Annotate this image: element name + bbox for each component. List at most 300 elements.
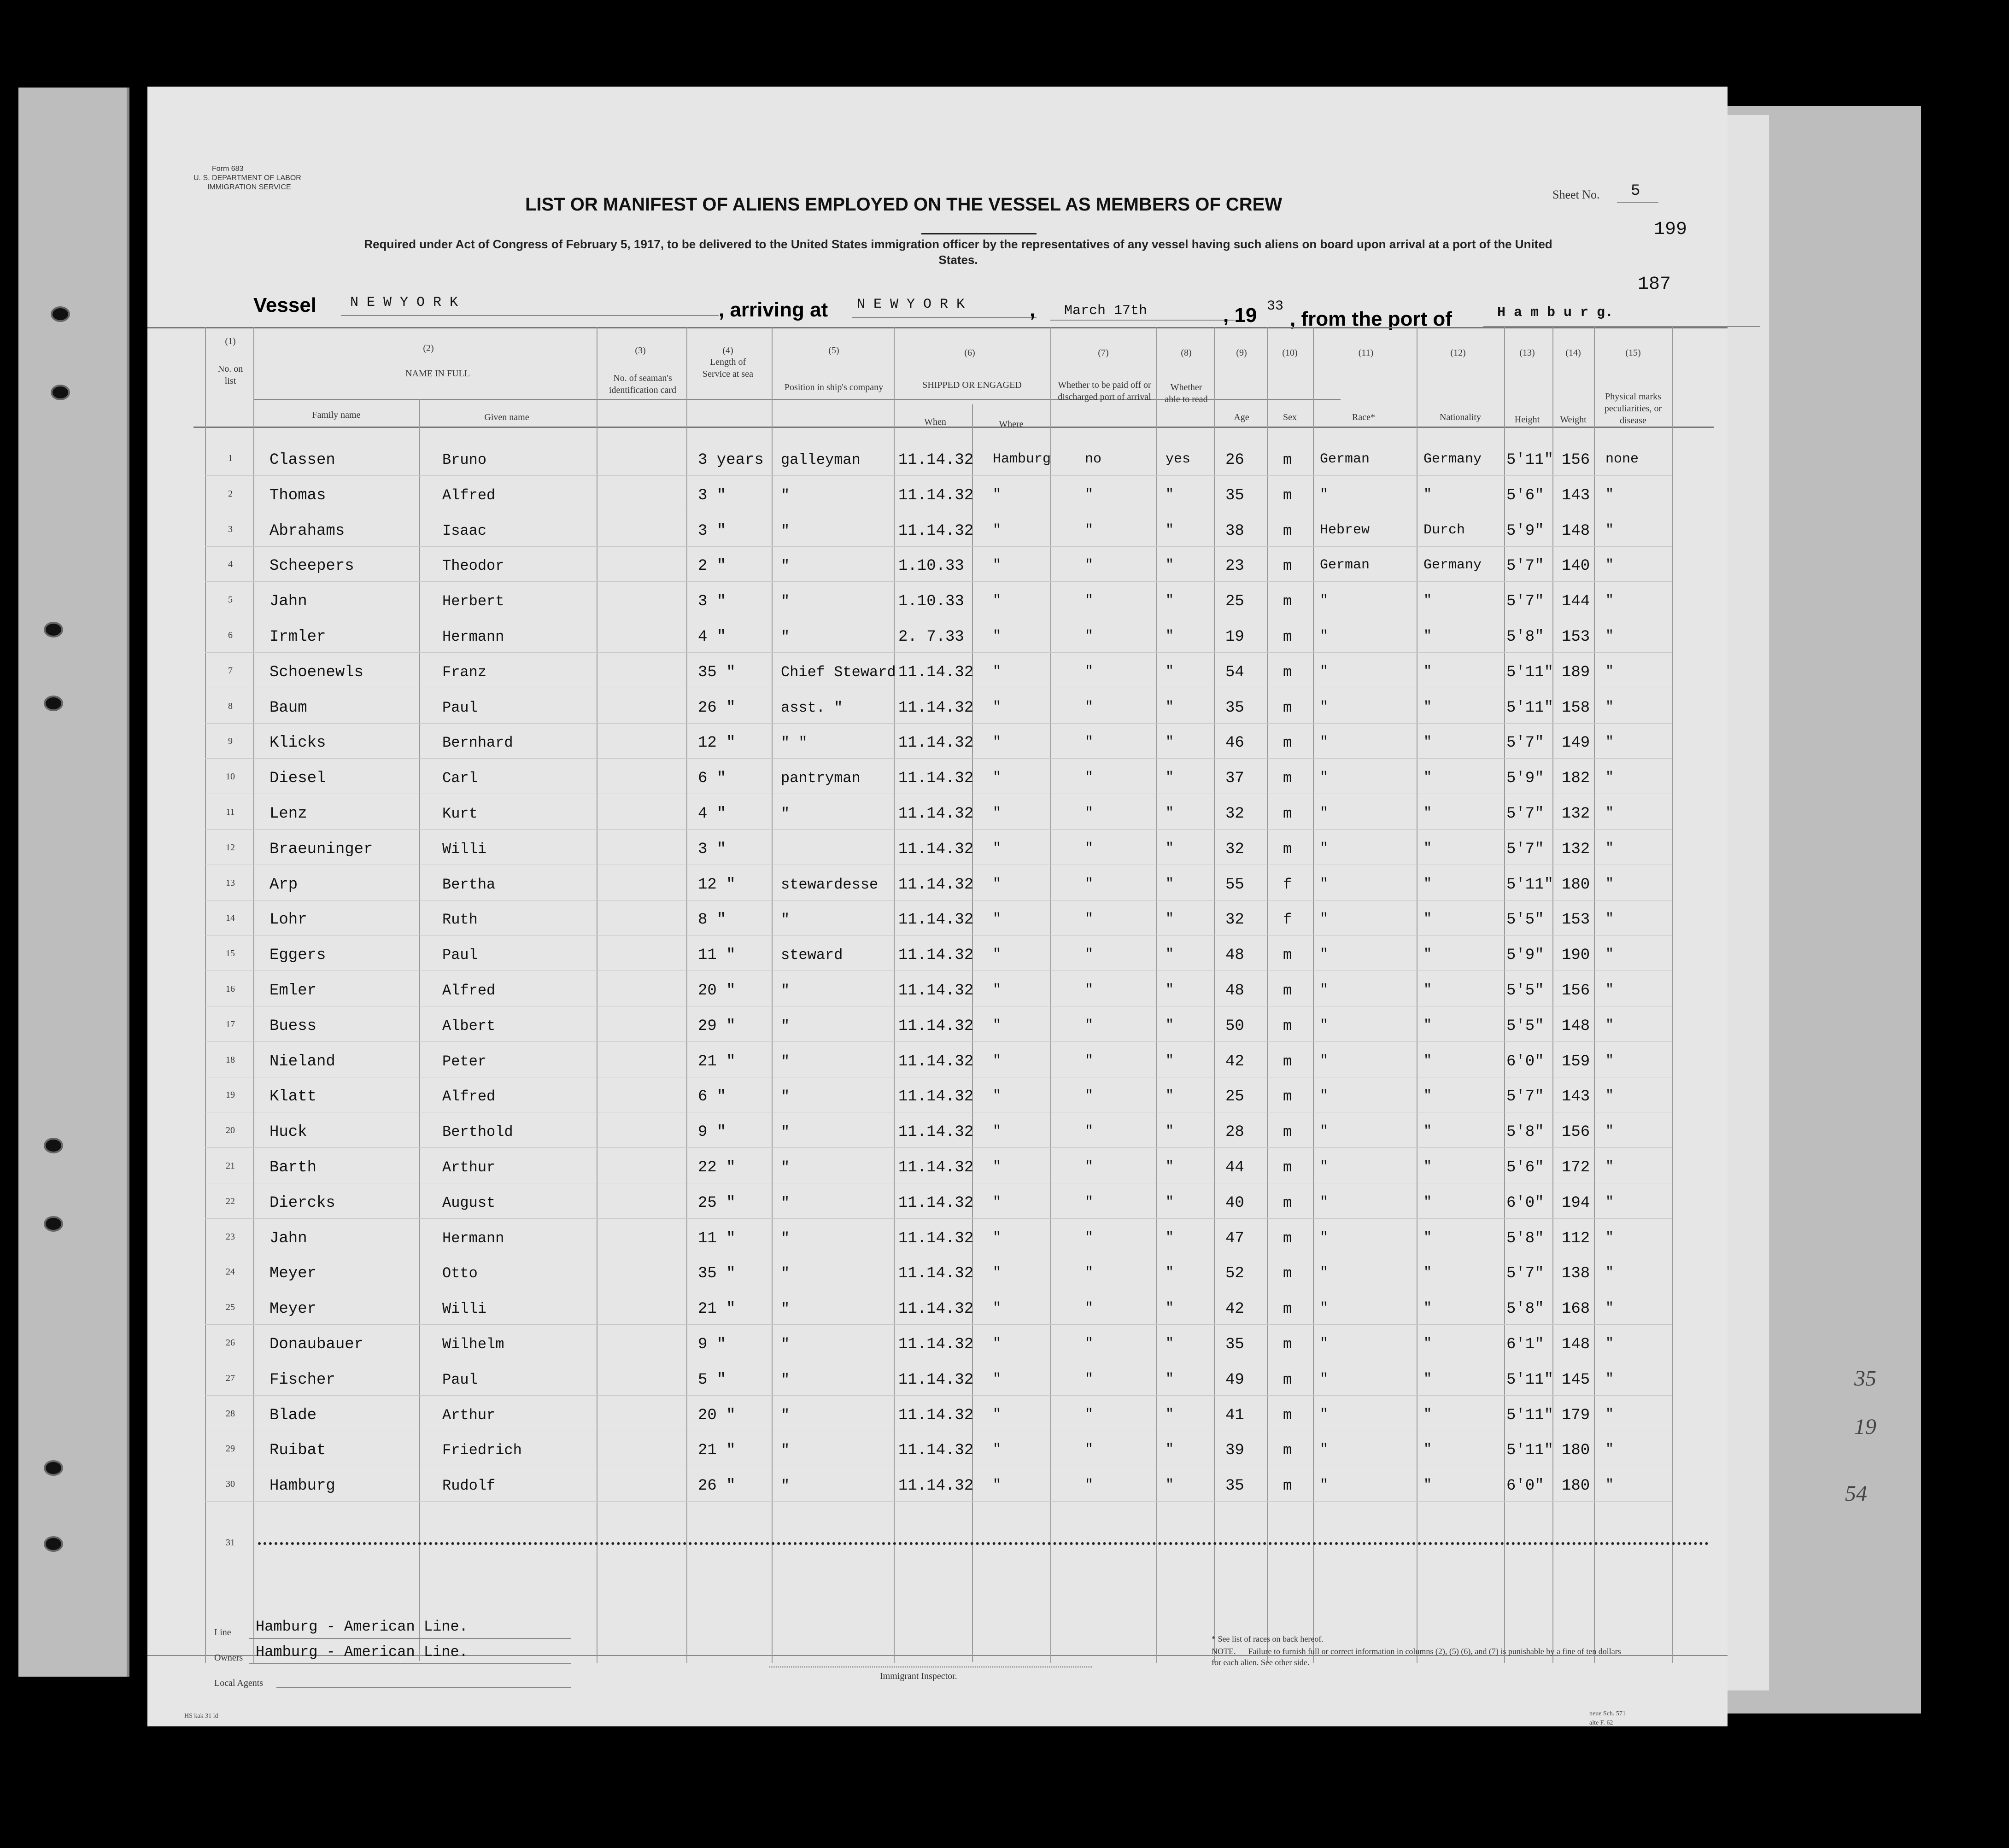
length-of-service-cell: 35 " (698, 664, 736, 681)
family-name-cell: Lenz (269, 805, 307, 823)
manifest-title: LIST OR MANIFEST OF ALIENS EMPLOYED ON THE VESSEL AS MEMBERS OF CREW (525, 194, 1283, 215)
local-agents-label: Local Agents (214, 1678, 264, 1688)
arriving-rule (852, 317, 1037, 318)
age-cell: 52 (1225, 1265, 1244, 1282)
able-to-read-cell: " (1166, 664, 1174, 679)
race-cell: " (1320, 876, 1329, 892)
physical-marks-cell: " (1605, 1053, 1614, 1069)
margin-note: 19 (1854, 1415, 1876, 1439)
age-cell: 25 (1225, 1088, 1244, 1105)
print-code-left: HS kak 31 ld (184, 1713, 218, 1719)
shipped-when-cell: 11.14.32 (898, 841, 974, 858)
able-to-read-cell: " (1166, 487, 1174, 503)
sex-cell: m (1283, 1159, 1292, 1176)
margin-note: 54 (1845, 1481, 1867, 1506)
nationality-cell: " (1423, 1265, 1432, 1281)
nationality-cell: " (1423, 1371, 1432, 1387)
col-number-13: (13) (1519, 348, 1535, 358)
length-of-service-cell: 9 " (698, 1123, 726, 1141)
shipped-where-cell: " (993, 1477, 1002, 1493)
race-cell: " (1320, 1159, 1329, 1175)
row-number: 9 (228, 736, 233, 746)
nationality-cell: " (1423, 911, 1432, 927)
print-code-right-2: alte F. 62 (1589, 1719, 1613, 1726)
row-number: 10 (226, 772, 235, 782)
department-label: U. S. DEPARTMENT OF LABOR (193, 174, 301, 182)
able-to-read-cell: " (1166, 1159, 1174, 1175)
shipped-when-cell: 11.14.32 (898, 1230, 974, 1247)
weight-cell: 132 (1562, 805, 1590, 823)
paid-off-cell: " (1085, 947, 1094, 962)
weight-cell: 156 (1562, 451, 1590, 469)
header-when: When (924, 417, 946, 427)
able-to-read-cell: " (1166, 1018, 1174, 1033)
sex-cell: m (1283, 982, 1292, 999)
age-cell: 40 (1225, 1194, 1244, 1212)
race-cell: " (1320, 699, 1329, 715)
given-name-cell: Theodor (442, 557, 504, 574)
sex-cell: m (1283, 1300, 1292, 1317)
physical-marks-cell: " (1605, 770, 1614, 785)
given-name-cell: Rudolf (442, 1477, 496, 1494)
arriving-port: N E W Y O R K (857, 297, 965, 312)
sex-cell: m (1283, 699, 1292, 716)
row-rule (205, 1041, 1672, 1042)
height-cell: 5'8" (1506, 1300, 1544, 1318)
shipped-where-cell: " (993, 876, 1002, 892)
race-cell: " (1320, 1336, 1329, 1351)
length-of-service-cell: 3 " (698, 841, 726, 858)
length-of-service-cell: 4 " (698, 805, 726, 823)
able-to-read-cell: " (1166, 1194, 1174, 1210)
age-cell: 48 (1225, 947, 1244, 964)
nationality-cell: Germany (1423, 451, 1482, 467)
length-of-service-cell: 29 " (698, 1018, 736, 1035)
row-number: 29 (226, 1444, 235, 1454)
shipped-where-cell: " (993, 1371, 1002, 1387)
able-to-read-cell: " (1166, 911, 1174, 927)
header-physical-marks: Physical marks peculiarities, or disease (1604, 392, 1662, 426)
height-cell: 6'1" (1506, 1336, 1544, 1353)
col-number-15: (15) (1625, 348, 1641, 358)
height-cell: 5'7" (1506, 1088, 1544, 1105)
given-name-cell: Arthur (442, 1407, 496, 1424)
height-cell: 5'5" (1506, 911, 1544, 929)
shipped-when-cell: 1.10.33 (898, 593, 964, 610)
sex-cell: m (1283, 593, 1292, 610)
vessel-label: Vessel (253, 294, 317, 316)
given-name-cell: Berthold (442, 1123, 513, 1140)
nationality-cell: " (1423, 1442, 1432, 1457)
physical-marks-cell: " (1605, 628, 1614, 644)
sex-cell: m (1283, 451, 1292, 468)
nationality-cell: " (1423, 664, 1432, 679)
shipped-when-cell: 11.14.32 (898, 734, 974, 752)
nationality-cell: " (1423, 982, 1432, 998)
given-name-cell: Arthur (442, 1159, 496, 1176)
paid-off-cell: " (1085, 1159, 1094, 1175)
nationality-cell: " (1423, 487, 1432, 503)
row-number: 16 (226, 984, 235, 994)
race-cell: Hebrew (1320, 522, 1370, 538)
position-cell: " (781, 522, 790, 539)
race-cell: " (1320, 1265, 1329, 1281)
physical-marks-cell: " (1605, 1230, 1614, 1246)
family-name-cell: Emler (269, 982, 317, 1000)
weight-cell: 148 (1562, 1336, 1590, 1353)
paid-off-cell: " (1085, 1018, 1094, 1033)
family-name-cell: Abrahams (269, 522, 345, 540)
shipped-where-cell: " (993, 1088, 1002, 1104)
paid-off-cell: " (1085, 911, 1094, 927)
col-divider (1156, 327, 1157, 1663)
race-cell: " (1320, 664, 1329, 679)
sex-cell: m (1283, 1053, 1292, 1070)
weight-cell: 172 (1562, 1159, 1590, 1176)
col-divider (419, 399, 420, 1661)
family-name-cell: Irmler (269, 628, 326, 646)
age-cell: 35 (1225, 1336, 1244, 1353)
shipped-where-cell: " (993, 1018, 1002, 1033)
position-cell: " (781, 628, 790, 645)
given-name-cell: Paul (442, 699, 478, 716)
row-number: 7 (228, 666, 233, 676)
race-cell: " (1320, 1407, 1329, 1422)
height-cell: 5'11" (1506, 664, 1554, 681)
paid-off-cell: " (1085, 1336, 1094, 1351)
row-number: 14 (226, 913, 235, 923)
sex-cell: m (1283, 1371, 1292, 1388)
shipped-where-cell: " (993, 628, 1002, 644)
paid-off-cell: " (1085, 982, 1094, 998)
position-cell: " (781, 805, 790, 822)
row-number: 23 (226, 1232, 235, 1242)
race-cell: " (1320, 805, 1329, 821)
length-of-service-cell: 6 " (698, 1088, 726, 1105)
able-to-read-cell: " (1166, 876, 1174, 892)
family-name-cell: Lohr (269, 911, 307, 929)
able-to-read-cell: " (1166, 982, 1174, 998)
position-cell: " (781, 1088, 790, 1105)
race-cell: " (1320, 841, 1329, 856)
row-number: 3 (228, 524, 233, 534)
shipped-when-cell: 11.14.32 (898, 522, 974, 540)
col-divider (772, 327, 773, 1663)
length-of-service-cell: 4 " (698, 628, 726, 646)
col-divider (1504, 327, 1505, 1663)
able-to-read-cell: " (1166, 1407, 1174, 1422)
height-cell: 5'7" (1506, 734, 1544, 752)
length-of-service-cell: 6 " (698, 770, 726, 787)
given-name-cell: Albert (442, 1018, 496, 1035)
page-stamp-second: 187 (1638, 274, 1671, 295)
shipped-where-cell: " (993, 487, 1002, 503)
shipped-when-cell: 11.14.32 (898, 1053, 974, 1070)
paid-off-cell: " (1085, 1088, 1094, 1104)
nationality-cell: " (1423, 770, 1432, 785)
position-cell: " (781, 1371, 790, 1388)
shipped-where-cell: " (993, 734, 1002, 750)
physical-marks-cell: " (1605, 1123, 1614, 1139)
weight-cell: 156 (1562, 982, 1590, 1000)
row-number: 21 (226, 1161, 235, 1171)
weight-cell: 145 (1562, 1371, 1590, 1389)
physical-marks-cell: " (1605, 876, 1614, 892)
paid-off-cell: " (1085, 734, 1094, 750)
binder-hole (51, 385, 70, 400)
able-to-read-cell: " (1166, 1442, 1174, 1457)
height-cell: 5'7" (1506, 805, 1544, 823)
physical-marks-cell: " (1605, 1194, 1614, 1210)
age-cell: 55 (1225, 876, 1244, 894)
height-cell: 5'9" (1506, 522, 1544, 540)
height-cell: 5'11" (1506, 451, 1554, 469)
paid-off-cell: " (1085, 664, 1094, 679)
row-rule (205, 900, 1672, 901)
able-to-read-cell: " (1166, 593, 1174, 608)
race-cell: " (1320, 628, 1329, 644)
length-of-service-cell: 21 " (698, 1442, 736, 1459)
able-to-read-cell: " (1166, 628, 1174, 644)
row-number: 1 (228, 453, 233, 463)
able-to-read-cell: " (1166, 699, 1174, 715)
binder-hole (44, 1460, 63, 1476)
length-of-service-cell: 3 " (698, 522, 726, 540)
nationality-cell: " (1423, 1159, 1432, 1175)
physical-marks-cell: " (1605, 947, 1614, 962)
arriving-label: , arriving at (719, 298, 828, 321)
row-number: 27 (226, 1373, 235, 1383)
physical-marks-cell: " (1605, 1018, 1614, 1033)
paid-off-cell: " (1085, 1265, 1094, 1281)
col-divider (1050, 327, 1051, 1663)
height-cell: 5'7" (1506, 1265, 1544, 1282)
weight-cell: 112 (1562, 1230, 1590, 1247)
sex-cell: m (1283, 1088, 1292, 1105)
page-stamp-top: 199 (1654, 219, 1687, 240)
family-name-cell: Baum (269, 699, 307, 717)
race-cell: " (1320, 947, 1329, 962)
height-cell: 5'7" (1506, 593, 1544, 610)
nationality-cell: " (1423, 841, 1432, 856)
weight-cell: 179 (1562, 1407, 1590, 1424)
given-name-cell: Franz (442, 664, 487, 681)
sex-cell: m (1283, 1018, 1292, 1035)
given-name-cell: Willi (442, 841, 487, 858)
sex-cell: m (1283, 557, 1292, 574)
weight-cell: 153 (1562, 628, 1590, 646)
shipped-when-cell: 11.14.32 (898, 664, 974, 681)
row-rule (205, 1147, 1672, 1148)
position-cell: " (781, 1300, 790, 1317)
position-cell: galleyman (781, 451, 861, 468)
position-cell: " (781, 1053, 790, 1070)
row-number: 12 (226, 842, 235, 853)
age-cell: 49 (1225, 1371, 1244, 1389)
col-number-4: (4) (722, 345, 733, 356)
family-name-cell: Donaubauer (269, 1336, 364, 1353)
row-number: 18 (226, 1055, 235, 1065)
length-of-service-cell: 35 " (698, 1265, 736, 1282)
position-cell: " (781, 1407, 790, 1424)
comma: , (1030, 298, 1036, 321)
row-number: 2 (228, 489, 233, 499)
given-name-cell: Isaac (442, 522, 487, 539)
weight-cell: 182 (1562, 770, 1590, 787)
race-cell: " (1320, 770, 1329, 785)
header-paid-off: Whether to be paid off or discharged port of arrival (1058, 380, 1151, 402)
col-number-10: (10) (1282, 348, 1298, 358)
shipped-when-cell: 11.14.32 (898, 1371, 974, 1389)
col-number-7: (7) (1098, 348, 1109, 358)
age-cell: 28 (1225, 1123, 1244, 1141)
nationality-cell: " (1423, 628, 1432, 644)
owners-rule (249, 1663, 571, 1664)
shipped-when-cell: 11.14.32 (898, 947, 974, 964)
able-to-read-cell: " (1166, 947, 1174, 962)
family-name-cell: Barth (269, 1159, 317, 1176)
age-cell: 35 (1225, 1477, 1244, 1495)
col-divider (1267, 327, 1268, 1663)
position-cell: asst. " (781, 699, 843, 716)
sex-cell: f (1283, 876, 1292, 893)
col-divider (1594, 327, 1595, 1663)
position-cell: " (781, 1442, 790, 1459)
paid-off-cell: " (1085, 1230, 1094, 1246)
age-cell: 47 (1225, 1230, 1244, 1247)
col-number-12: (12) (1450, 348, 1466, 358)
col-divider (894, 327, 895, 1663)
position-cell: " (781, 487, 790, 504)
height-cell: 6'0" (1506, 1194, 1544, 1212)
shipped-where-cell: " (993, 1194, 1002, 1210)
shipped-when-cell: 1.10.33 (898, 557, 964, 575)
nationality-cell: " (1423, 1230, 1432, 1246)
given-name-cell: Hermann (442, 1230, 504, 1247)
nationality-cell: " (1423, 699, 1432, 715)
sex-cell: m (1283, 1265, 1292, 1282)
given-name-cell: Ruth (442, 911, 478, 928)
physical-marks-cell: " (1605, 1300, 1614, 1316)
row-rule (205, 475, 1672, 476)
position-cell: " (781, 1477, 790, 1494)
paid-off-cell: " (1085, 805, 1094, 821)
header-no-on-list: No. on list (217, 364, 243, 386)
weight-cell: 144 (1562, 593, 1590, 610)
shipped-when-cell: 11.14.32 (898, 1336, 974, 1353)
sex-cell: m (1283, 487, 1292, 504)
age-cell: 19 (1225, 628, 1244, 646)
position-cell: " (781, 1159, 790, 1176)
nationality-cell: " (1423, 1088, 1432, 1104)
row-rule (205, 581, 1672, 582)
shipped-when-cell: 11.14.32 (898, 1265, 974, 1282)
height-cell: 5'9" (1506, 947, 1544, 964)
nationality-cell: " (1423, 876, 1432, 892)
binder-hole (44, 1536, 63, 1552)
from-port: H a m b u r g. (1497, 305, 1614, 321)
family-name-cell: Blade (269, 1407, 317, 1424)
col-number-1: (1) (225, 336, 236, 346)
position-cell: " (781, 911, 790, 928)
header-sex: Sex (1283, 412, 1297, 422)
length-of-service-cell: 21 " (698, 1300, 736, 1318)
given-name-cell: Alfred (442, 982, 496, 999)
row-number: 19 (226, 1090, 235, 1100)
race-cell: " (1320, 982, 1329, 998)
family-name-cell: Ruibat (269, 1442, 326, 1459)
given-name-cell: August (442, 1194, 496, 1211)
paid-off-cell: no (1085, 451, 1102, 467)
height-cell: 5'8" (1506, 1123, 1544, 1141)
height-cell: 5'7" (1506, 841, 1544, 858)
shipped-where-cell: " (993, 522, 1002, 538)
col-number-9: (9) (1236, 348, 1247, 358)
height-cell: 5'11" (1506, 699, 1554, 717)
physical-marks-cell: " (1605, 1336, 1614, 1351)
physical-marks-cell: none (1605, 451, 1639, 467)
nationality-cell: " (1423, 805, 1432, 821)
sex-cell: m (1283, 1123, 1292, 1140)
able-to-read-cell: " (1166, 841, 1174, 856)
manifest-sheet (147, 87, 1728, 1726)
age-cell: 26 (1225, 451, 1244, 469)
shipped-when-cell: 11.14.32 (898, 1159, 974, 1176)
paid-off-cell: " (1085, 1477, 1094, 1493)
able-to-read-cell: " (1166, 770, 1174, 785)
sex-cell: m (1283, 805, 1292, 822)
nationality-cell: " (1423, 1053, 1432, 1069)
family-name-cell: Nieland (269, 1053, 335, 1070)
age-cell: 23 (1225, 557, 1244, 575)
paid-off-cell: " (1085, 699, 1094, 715)
physical-marks-cell: " (1605, 487, 1614, 503)
family-name-cell: Fischer (269, 1371, 335, 1389)
able-to-read-cell: " (1166, 1053, 1174, 1069)
race-cell: " (1320, 1194, 1329, 1210)
height-cell: 5'11" (1506, 1371, 1554, 1389)
able-to-read-cell: " (1166, 1336, 1174, 1351)
row-number: 13 (226, 878, 235, 888)
shipped-where-cell: " (993, 1265, 1002, 1281)
position-cell: " (781, 1265, 790, 1282)
family-name-cell: Braeuninger (269, 841, 373, 858)
length-of-service-cell: 20 " (698, 1407, 736, 1424)
length-of-service-cell: 3 " (698, 487, 726, 504)
physical-marks-cell: " (1605, 1371, 1614, 1387)
family-name-cell: Schoenewls (269, 664, 364, 681)
col-divider (1214, 327, 1215, 1663)
header-height: Height (1514, 415, 1540, 425)
position-cell: " " (781, 734, 808, 751)
length-of-service-cell: 22 " (698, 1159, 736, 1176)
height-cell: 5'11" (1506, 876, 1554, 894)
height-cell: 5'11" (1506, 1442, 1554, 1459)
age-cell: 50 (1225, 1018, 1244, 1035)
position-cell: " (781, 1018, 790, 1035)
race-cell: " (1320, 1371, 1329, 1387)
sheet-number-rule (1617, 202, 1658, 203)
able-to-read-cell: " (1166, 522, 1174, 538)
paid-off-cell: " (1085, 1053, 1094, 1069)
physical-marks-cell: " (1605, 1265, 1614, 1281)
family-name-cell: Thomas (269, 487, 326, 504)
age-cell: 32 (1225, 805, 1244, 823)
owners-label: Owners (214, 1653, 243, 1663)
physical-marks-cell: " (1605, 1159, 1614, 1175)
race-cell: " (1320, 1123, 1329, 1139)
header-given-name: Given name (484, 412, 529, 422)
